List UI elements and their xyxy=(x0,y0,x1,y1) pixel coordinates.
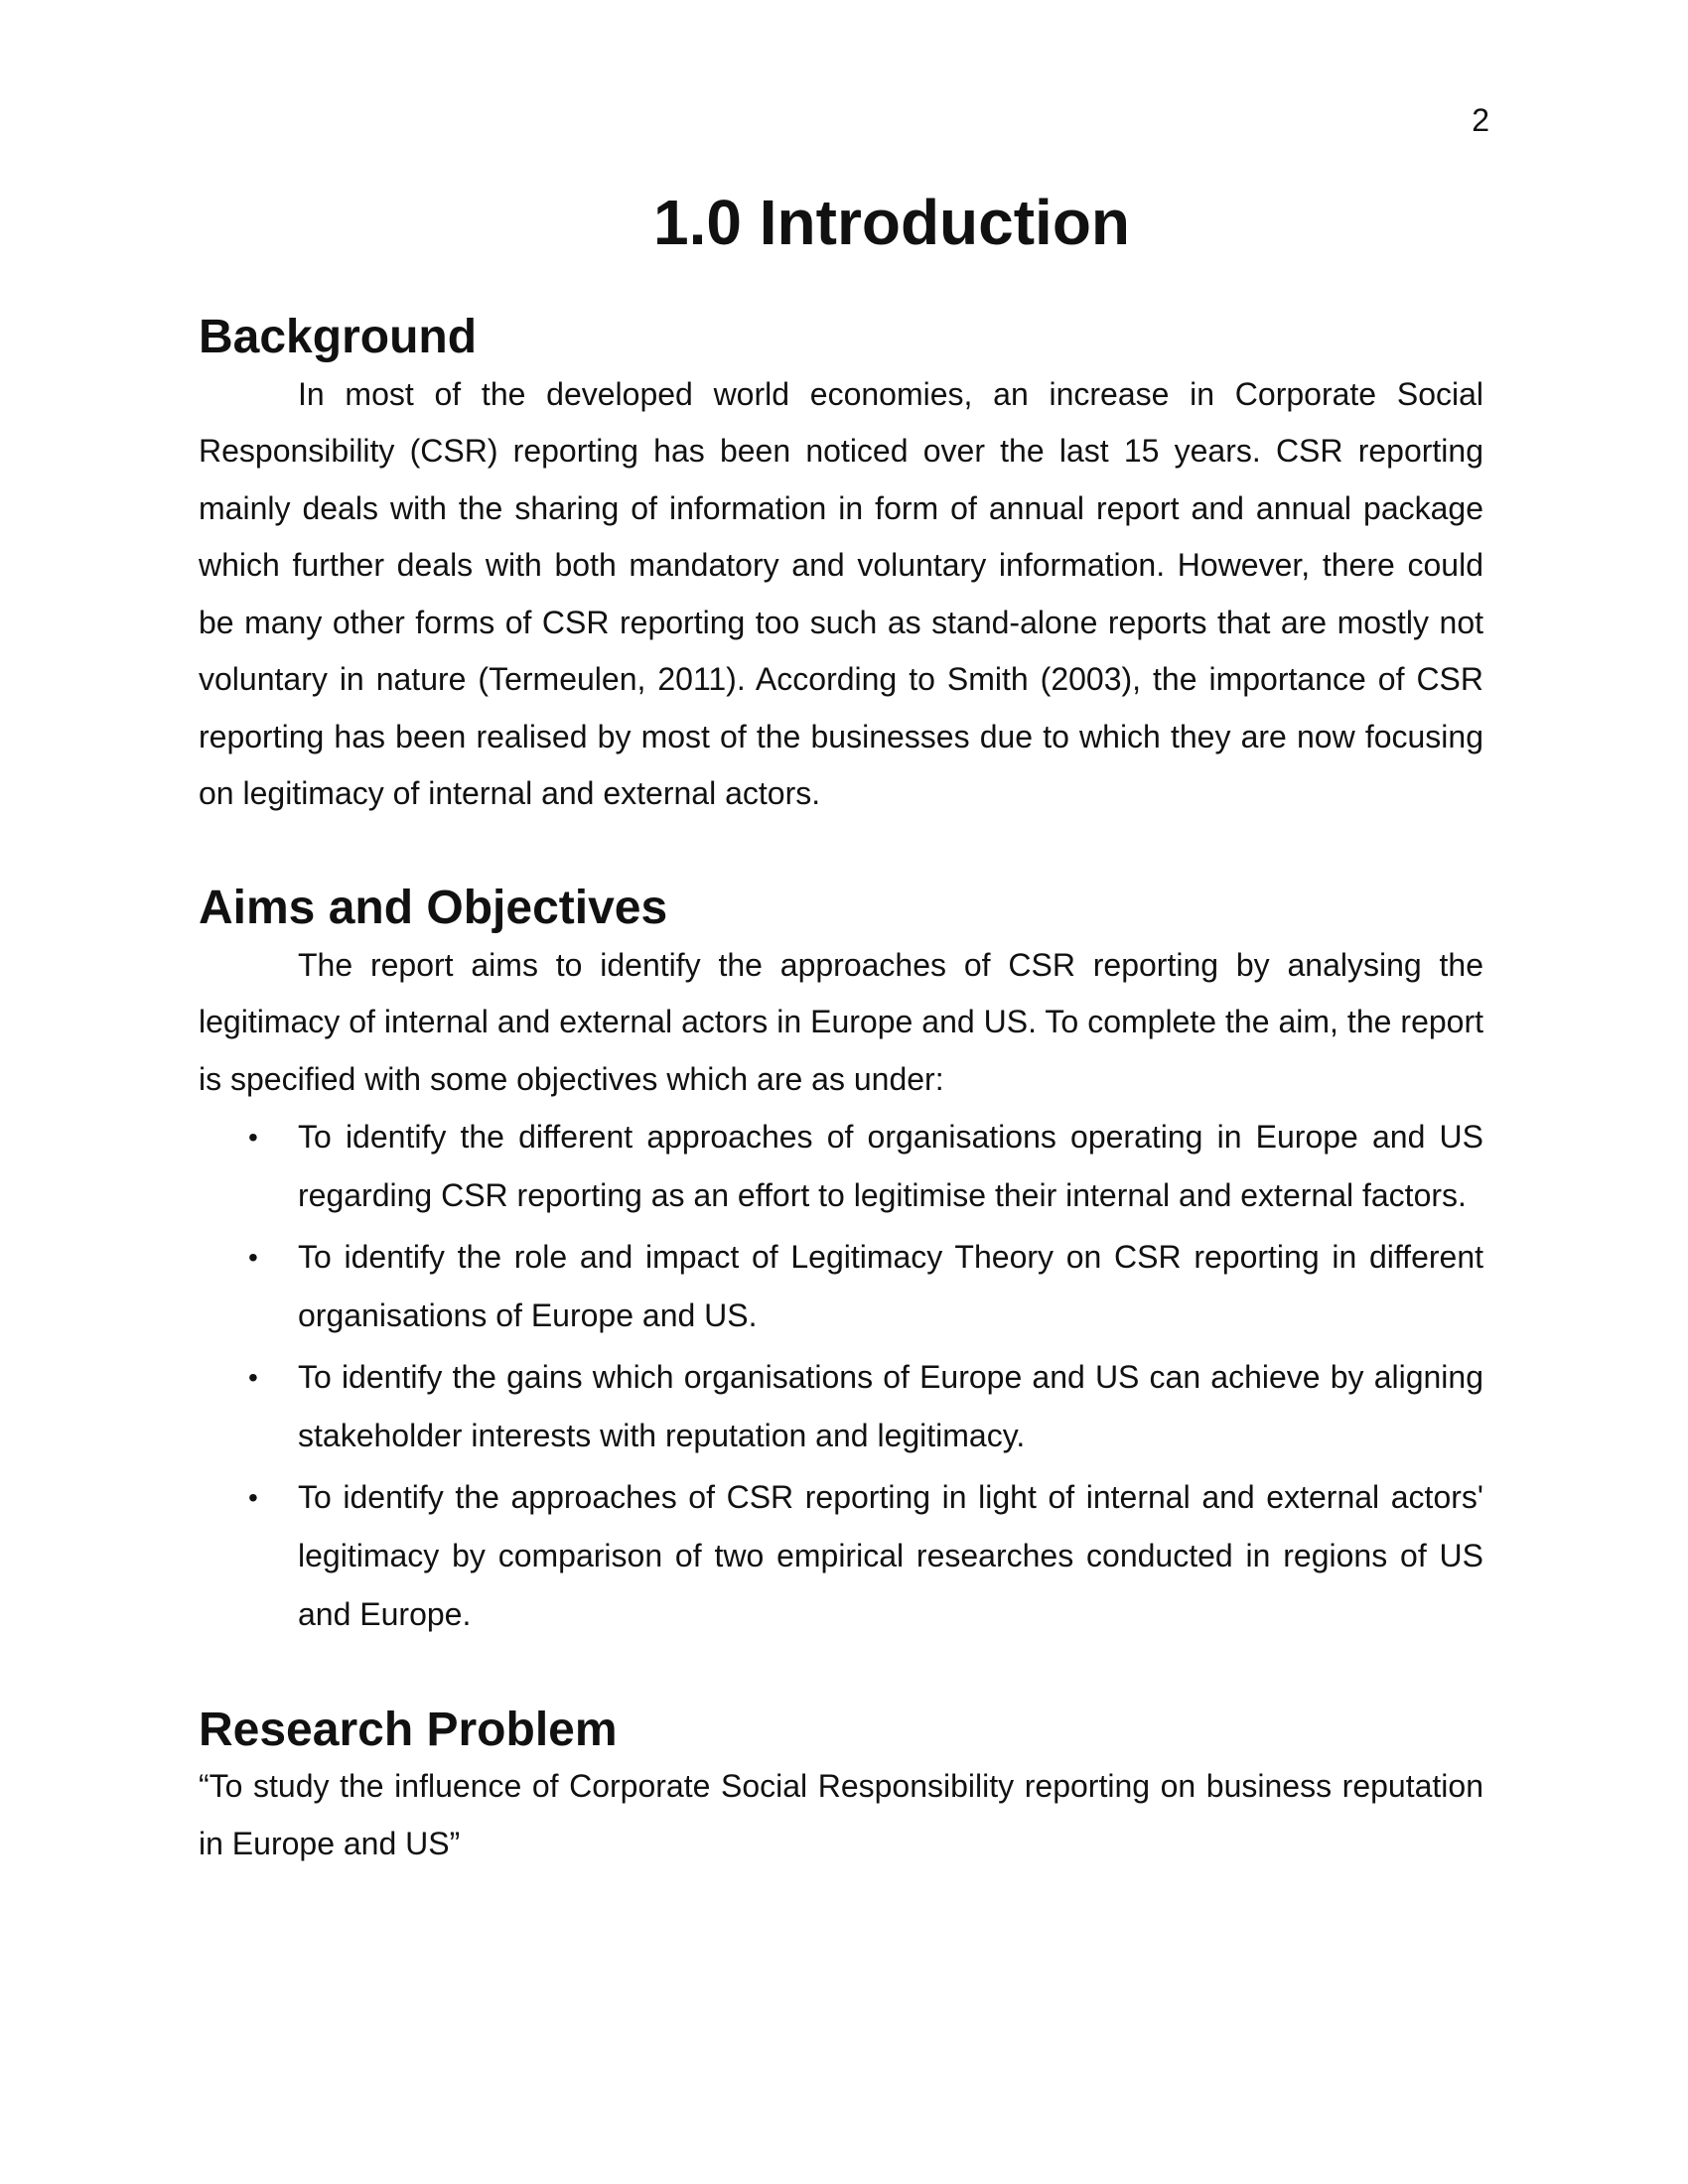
list-item xyxy=(199,1468,1483,1644)
list-item xyxy=(199,1348,1483,1465)
spacer xyxy=(199,823,1483,881)
objective-text: To identify the role and impact of Legitimacy Theory on CSR reporting in different organisations of Europe and US. xyxy=(298,1239,1483,1333)
spacer xyxy=(199,1644,1483,1702)
bullet-icon: • xyxy=(248,1482,258,1513)
research-problem-section xyxy=(199,1702,1483,1873)
spacer xyxy=(199,252,1483,310)
objective-text: To identify the gains which organisations of Europe and US can achieve by aligning stakeholder interests with reputation and legitimacy. xyxy=(298,1359,1483,1453)
bullet-icon: • xyxy=(248,1242,258,1273)
page-number: 2 xyxy=(1472,102,1489,138)
background-section xyxy=(199,309,1483,823)
bullet-icon: • xyxy=(248,1362,258,1393)
list-item xyxy=(199,1108,1483,1225)
objectives-list xyxy=(199,1108,1483,1644)
aims-paragraph: The report aims to identify the approaches of CSR reporting by analysing the legitimacy of internal and external actors in Europe and US. To complete the aim, the report is specified with some objectives which are as under: xyxy=(199,946,1483,1097)
research-problem-statement: “To study the influence of Corporate Social Responsibility reporting on business reputation in Europe and US” xyxy=(199,1768,1483,1861)
bullet-icon: • xyxy=(248,1122,258,1153)
background-paragraph: In most of the developed world economies, an increase in Corporate Social Responsibility (CSR) reporting has been noticed over the last 15 years. CSR reporting mainly deals with the sharing of information in form of annual report and annual package which further deals with both mandatory and voluntary information. However, there could be many other forms of CSR reporting too such as stand-alone reports that are mostly not voluntary in nature (Termeulen, 2011). According to Smith (2003), the importance of CSR reporting has been realised by most of the businesses due to which they are now focusing on legitimacy of internal and external actors. xyxy=(199,375,1483,811)
research-problem-heading: Research Problem xyxy=(199,1703,618,1756)
aims-heading: Aims and Objectives xyxy=(199,882,668,934)
chapter-title: 1.0 Introduction xyxy=(653,187,1130,258)
page-content xyxy=(199,187,1483,1872)
objective-text: To identify the different approaches of organisations operating in Europe and US regarding CSR reporting as an effort to legitimise their internal and external factors. xyxy=(298,1119,1483,1213)
background-heading: Background xyxy=(199,311,478,363)
aims-section xyxy=(199,880,1483,1644)
objective-text: To identify the approaches of CSR reporting in light of internal and external actors' legitimacy by comparison of two empirical researches conducted in regions of US and Europe. xyxy=(298,1479,1483,1632)
list-item xyxy=(199,1228,1483,1345)
